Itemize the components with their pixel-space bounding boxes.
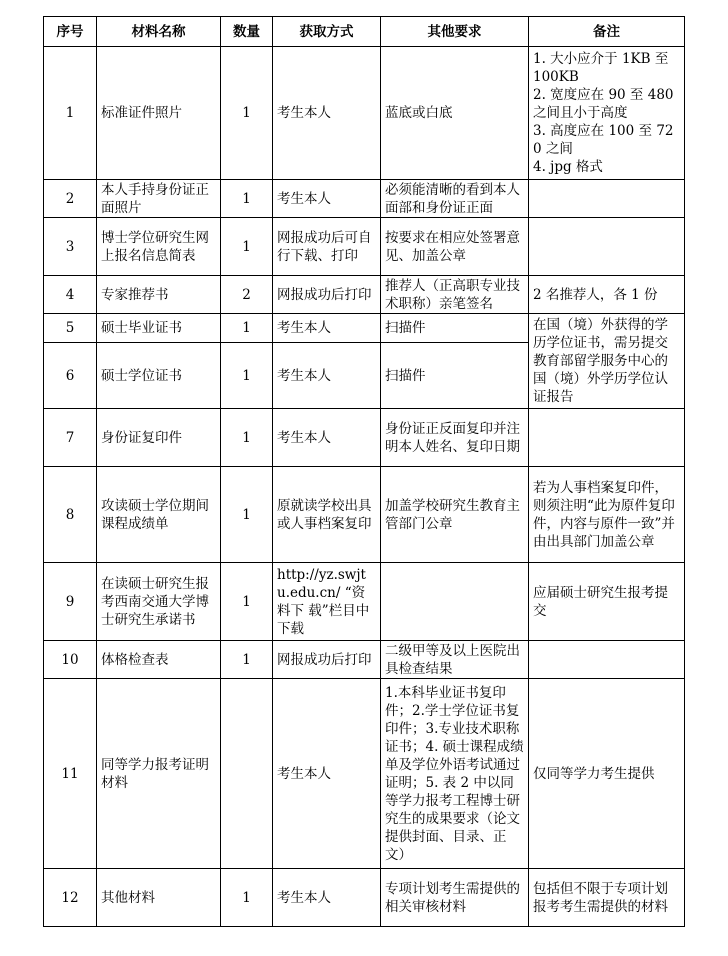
- cell-requirements: [381, 563, 529, 641]
- cell-qty: [221, 679, 273, 869]
- cell-qty: 1: [221, 218, 273, 276]
- header-qty: 数量: [221, 17, 273, 47]
- cell-qty: 1: [221, 180, 273, 218]
- cell-no: 10: [44, 641, 97, 679]
- cell-requirements: 推荐人（正高职专业技术职称）亲笔签名: [381, 276, 529, 314]
- cell-method: 原就读学校出具或人事档案复印: [273, 467, 381, 563]
- cell-method: 考生本人: [273, 314, 381, 343]
- table-row: [44, 869, 685, 927]
- cell-requirements: 1.本科毕业证书复印件；2.学士学位证书复印件；3.专业技术职称证书；4. 硕士课程成绩单及学位外语考试通过证明；5. 表 2 中以同等学力报考工程博士研究生的成果要求（论文提供封面、目录、正文）: [381, 679, 529, 869]
- cell-no: 8: [44, 467, 97, 563]
- cell-requirements: 必须能清晰的看到本人面部和身份证正面: [381, 180, 529, 218]
- cell-no: 6: [44, 343, 97, 409]
- cell-notes: 1. 大小应介于 1KB 至 100KB 2. 宽度应在 90 至 480 之间且小于高度 3. 高度应在 100 至 720 之间 4. jpg 格式: [529, 47, 685, 180]
- cell-method: 考生本人: [273, 47, 381, 180]
- cell-method: 网报成功后打印: [273, 641, 381, 679]
- cell-name: 本人手持身份证正面照片: [97, 180, 221, 218]
- cell-notes: 应届硕士研究生报考提交: [529, 563, 685, 641]
- cell-method: 考生本人: [273, 343, 381, 409]
- cell-qty: 1: [221, 343, 273, 409]
- cell-no: 3: [44, 218, 97, 276]
- cell-name: 专家推荐书: [97, 276, 221, 314]
- cell-requirements: 蓝底或白底: [381, 47, 529, 180]
- cell-no: 5: [44, 314, 97, 343]
- table-header-row: [44, 17, 685, 47]
- cell-requirements: 身份证正反面复印并注明本人姓名、复印日期: [381, 409, 529, 467]
- cell-name: 其他材料: [97, 869, 221, 927]
- cell-no: 12: [44, 869, 97, 927]
- cell-name: 同等学力报考证明材料: [97, 679, 221, 869]
- cell-requirements: 二级甲等及以上医院出具检查结果: [381, 641, 529, 679]
- cell-requirements: 专项计划考生需提供的相关审核材料: [381, 869, 529, 927]
- cell-name: 在读硕士研究生报考西南交通大学博士研究生承诺书: [97, 563, 221, 641]
- cell-method: 网报成功后打印: [273, 276, 381, 314]
- cell-notes: 若为人事档案复印件，则须注明“此为原件复印件，内容与原件一致”并由出具部门加盖公章: [529, 467, 685, 563]
- header-name: 材料名称: [97, 17, 221, 47]
- cell-qty: 1: [221, 563, 273, 641]
- table-row: [44, 409, 685, 467]
- table-row: [44, 180, 685, 218]
- header-requirements: 其他要求: [381, 17, 529, 47]
- table-row: [44, 276, 685, 314]
- header-notes: 备注: [529, 17, 685, 47]
- cell-name: 硕士学位证书: [97, 343, 221, 409]
- cell-method: 考生本人: [273, 679, 381, 869]
- cell-requirements: 扫描件: [381, 314, 529, 343]
- cell-method: 考生本人: [273, 180, 381, 218]
- header-method: 获取方式: [273, 17, 381, 47]
- cell-qty: 2: [221, 276, 273, 314]
- cell-requirements: 加盖学校研究生教育主管部门公章: [381, 467, 529, 563]
- cell-no: 2: [44, 180, 97, 218]
- cell-notes: [529, 409, 685, 467]
- cell-method: http://yz.swjtu.edu.cn/ “资料下 载”栏目中下载: [273, 563, 381, 641]
- cell-name: 博士学位研究生网上报名信息简表: [97, 218, 221, 276]
- cell-no: 1: [44, 47, 97, 180]
- cell-qty: 1: [221, 467, 273, 563]
- cell-notes: 仅同等学力考生提供: [529, 679, 685, 869]
- table-row: [44, 679, 685, 869]
- materials-table: [43, 16, 685, 927]
- table-row: [44, 641, 685, 679]
- cell-name: 硕士毕业证书: [97, 314, 221, 343]
- cell-method: 考生本人: [273, 869, 381, 927]
- cell-notes: [529, 180, 685, 218]
- cell-name: 攻读硕士学位期间课程成绩单: [97, 467, 221, 563]
- cell-notes: 2 名推荐人，各 1 份: [529, 276, 685, 314]
- cell-qty: 1: [221, 641, 273, 679]
- table-row: [44, 47, 685, 180]
- table-row: [44, 218, 685, 276]
- table-row: [44, 563, 685, 641]
- cell-name: 体格检查表: [97, 641, 221, 679]
- cell-notes: 包括但不限于专项计划报考考生需提供的材料: [529, 869, 685, 927]
- cell-qty: 1: [221, 869, 273, 927]
- cell-notes: [529, 218, 685, 276]
- cell-name: 标准证件照片: [97, 47, 221, 180]
- cell-notes-merged: 在国（境）外获得的学历学位证书，需另提交教育部留学服务中心的国（境）外学历学位认证报告: [529, 314, 685, 409]
- cell-no: 11: [44, 679, 97, 869]
- cell-name: 身份证复印件: [97, 409, 221, 467]
- cell-requirements: 扫描件: [381, 343, 529, 409]
- cell-qty: 1: [221, 47, 273, 180]
- cell-qty: 1: [221, 409, 273, 467]
- cell-no: 9: [44, 563, 97, 641]
- cell-notes: [529, 641, 685, 679]
- table-row: [44, 314, 685, 343]
- cell-no: 4: [44, 276, 97, 314]
- cell-qty: 1: [221, 314, 273, 343]
- table-row: [44, 467, 685, 563]
- cell-no: 7: [44, 409, 97, 467]
- cell-method: 网报成功后可自行下载、打印: [273, 218, 381, 276]
- cell-requirements: 按要求在相应处签署意见、加盖公章: [381, 218, 529, 276]
- header-no: 序号: [44, 17, 97, 47]
- cell-method: 考生本人: [273, 409, 381, 467]
